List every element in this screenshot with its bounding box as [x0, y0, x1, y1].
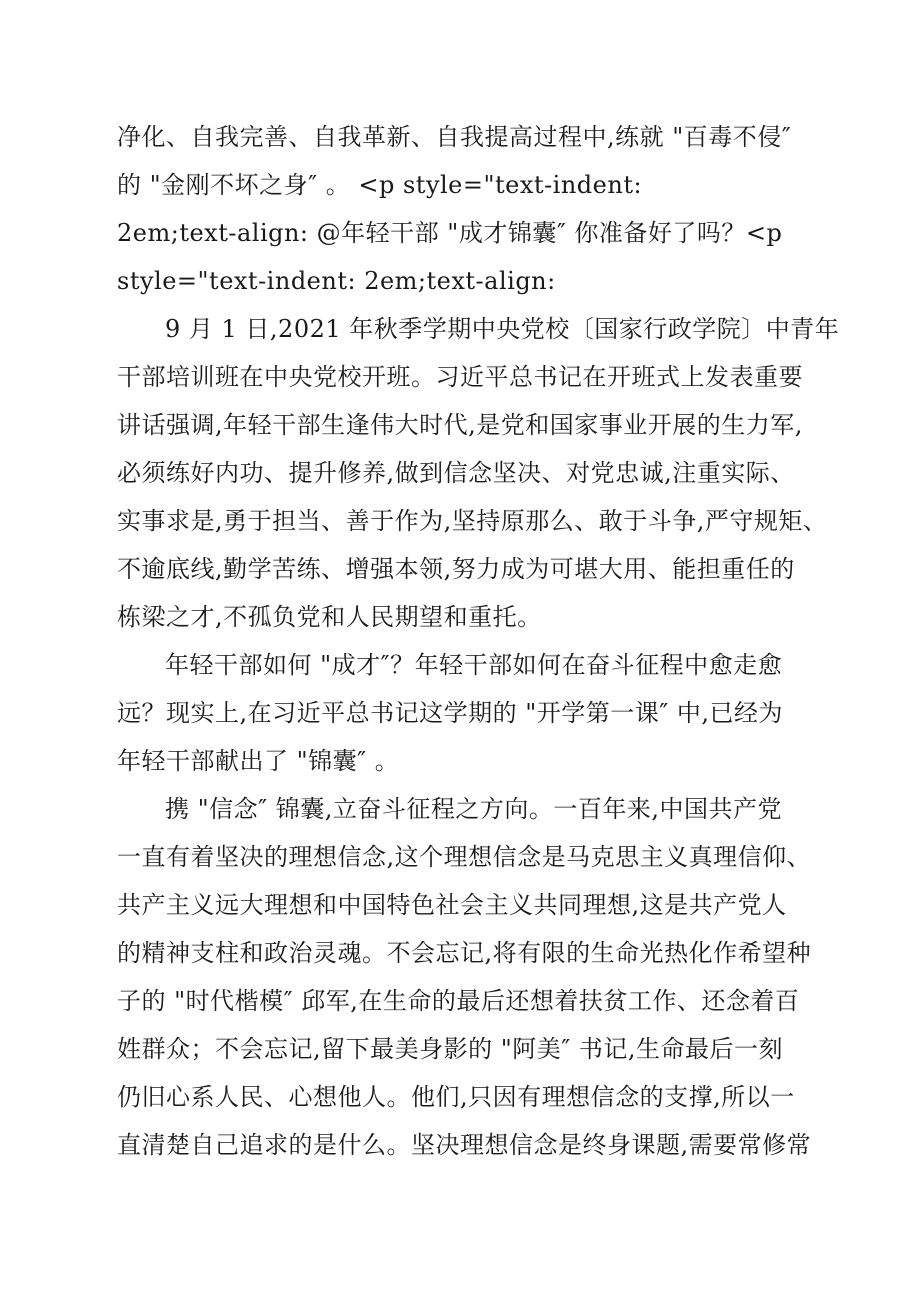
- text-line: 姓群众；不会忘记,留下最美身影的 "阿美″ 书记,生命最后一刻: [117, 1035, 784, 1063]
- text-line: 仍旧心系人民、心想他人。他们,只因有理想信念的支撑,所以一: [117, 1083, 795, 1111]
- text-line: 2em;text-align: @年轻干部 "成才锦囊″ 你准备好了吗？<p: [117, 219, 783, 247]
- text-line: 干部培训班在中央党校开班。习近平总书记在开班式上发表重要: [117, 363, 803, 391]
- text-line: 不逾底线,勤学苦练、增强本领,努力成为可堪大用、能担重任的: [117, 555, 795, 583]
- paragraph-first-line: 9 月 1 日,2021 年秋季学期中央党校〔国家行政学院〕中青年: [165, 315, 840, 343]
- text-line: 的 "金刚不坏之身″ 。 <p style="text-indent:: [117, 171, 643, 199]
- text-line: 栋梁之才,不孤负党和人民期望和重托。: [117, 603, 542, 631]
- paragraph-first-line: 携 "信念″ 锦囊,立奋斗征程之方向。一百年来,中国共产党: [165, 795, 783, 823]
- text-line: style="text-indent: 2em;text-align:: [117, 267, 556, 295]
- text-line: 实事求是,勇于担当、善于作为,坚持原那么、敢于斗争,严守规矩、: [117, 507, 828, 535]
- text-line: 讲话强调,年轻干部生逢伟大时代,是党和国家事业开展的生力军,: [117, 411, 803, 439]
- text-line: 必须练好内功、提升修养,做到信念坚决、对党忠诚,注重实际、: [117, 459, 795, 487]
- text-line: 远？现实上,在习近平总书记这学期的 "开学第一课″ 中,已经为: [117, 699, 784, 727]
- text-line: 的精神支柱和政治灵魂。不会忘记,将有限的生命光热化作希望种: [117, 939, 812, 967]
- text-line: 净化、自我完善、自我革新、自我提高过程中,练就 "百毒不侵″: [117, 123, 792, 151]
- text-line: 一直有着坚决的理想信念,这个理想信念是马克思主义真理信仰、: [117, 843, 812, 871]
- text-line: 直清楚自己追求的是什么。坚决理想信念是终身课题,需要常修常: [117, 1131, 812, 1159]
- text-line: 共产主义远大理想和中国特色社会主义共同理想,这是共产党人: [117, 891, 787, 919]
- text-line: 子的 "时代楷模″ 邱军,在生命的最后还想着扶贫工作、还念着百: [117, 987, 800, 1015]
- text-line: 年轻干部献出了 "锦囊″ 。: [117, 747, 400, 775]
- paragraph-first-line: 年轻干部如何 "成才″？年轻干部如何在奋斗征程中愈走愈: [165, 651, 783, 679]
